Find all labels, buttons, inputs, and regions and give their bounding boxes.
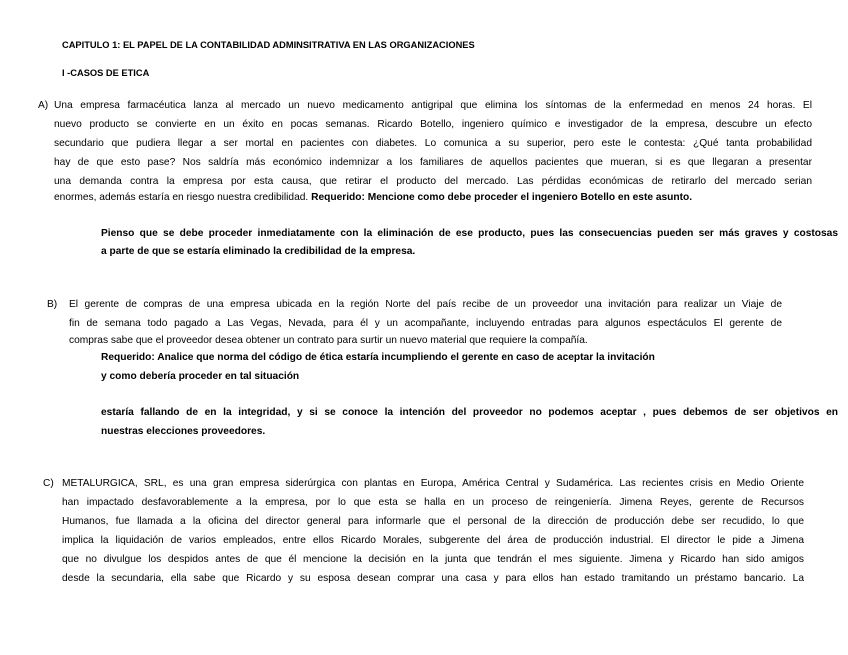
case-a-line: nuevo producto se convierte en un éxito en pocas semanas. Ricardo Botello, ingeniero químico e investigador de la empresa, descubre un efecto [54, 119, 812, 130]
case-c-line: implica la liquidación de varios empleados, entre ellos Ricardo Morales, subgerente del área de producción industrial. El director le pide a Jimena [62, 535, 804, 546]
case-b-line: compras sabe que el proveedor desea obtener un contrato para surtir un nuevo material que requiere la compañía. [69, 335, 588, 346]
section-title: I -CASOS DE ETICA [62, 68, 150, 78]
case-a-answer-line: a parte de que se estaría eliminado la credibilidad de la empresa. [101, 246, 416, 257]
case-b-line: El gerente de compras de una empresa ubicada en la región Norte del país recibe de un proveedor una invitación para realizar un Viaje de [69, 299, 782, 310]
case-b-answer-line: nuestras elecciones proveedores. [101, 426, 266, 437]
case-b-line: fin de semana todo pagado a Las Vegas, Nevada, para él y un acompañante, incluyendo entradas para algunos espectáculos El gerente de [69, 318, 782, 329]
case-a-line: hay de que esto pase? Nos saldría más económico indemnizar a los familiares de aquellos pacientes que mueran, si es que llegaran a presentar [54, 157, 812, 168]
case-c-line: desde la secundaria, ella sabe que Ricardo y su esposa desean comprar una casa y para ellos han estado tramitando un préstamo bancario. La [62, 573, 804, 584]
case-b-requirement-line: y como debería proceder en tal situación [101, 371, 300, 382]
case-a-last-line [54, 191, 692, 205]
case-b-answer-line: estaría fallando de en la integridad, y si se conoce la intención del proveedor no podemos aceptar , pues debemos de ser objetivos en [101, 407, 838, 418]
case-a-marker: A) [38, 100, 49, 111]
case-a-line: Una empresa farmacéutica lanza al mercado un nuevo medicamento antigripal que elimina los síntomas de la enfermedad en menos 24 horas. El [54, 100, 812, 111]
case-c-line: METALURGICA, SRL, es una gran empresa siderúrgica con plantas en Europa, América Central y Sudamérica. Las recientes crisis en Medio Oriente [62, 478, 804, 489]
case-a-answer-line: Pienso que se debe proceder inmediatamente con la eliminación de ese producto, pues las consecuencias pueden ser más graves y costosas [101, 228, 838, 239]
case-a-line: secundario que pudiera llegar a ser mortal en pacientes con diabetes. Lo comunica a su superior, pero este le contesta: ¿Qué tanta probabilidad [54, 138, 812, 149]
case-c-line: Humanos, fue llamada a la oficina del director general para informarle que el personal de la dirección de producción debe ser recudido, lo que [62, 516, 804, 527]
case-c-marker: C) [43, 478, 54, 489]
chapter-title: CAPITULO 1: EL PAPEL DE LA CONTABILIDAD ADMINSITRATIVA EN LAS ORGANIZACIONES [62, 40, 475, 50]
case-c-line: han impactado desfavorablemente a la empresa, por lo que esta se halla en un proceso de reingeniería. Jimena Reyes, gerente de Recursos [62, 497, 804, 508]
case-a-line: una demanda contra la empresa por esta causa, que retirar el producto del mercado. Las pérdidas económicas de retirarlo del mercado serian [54, 176, 812, 187]
case-c-line: que no divulgue los despidos antes de que él mencione la decisión en la junta que tendrán el mes siguiente. Jimena y Ricardo han sido amigos [62, 554, 804, 565]
case-a-requirement: Requerido: Mencione como debe proceder el ingeniero Botello en este asunto. [311, 192, 693, 203]
case-b-requirement-line: Requerido: Analice que norma del código de ética estaría incumpliendo el gerente en caso de aceptar la invitación [101, 352, 655, 363]
case-b-marker: B) [47, 299, 58, 310]
case-a-last-text: enormes, además estaría en riesgo nuestra credibilidad. [54, 192, 309, 203]
